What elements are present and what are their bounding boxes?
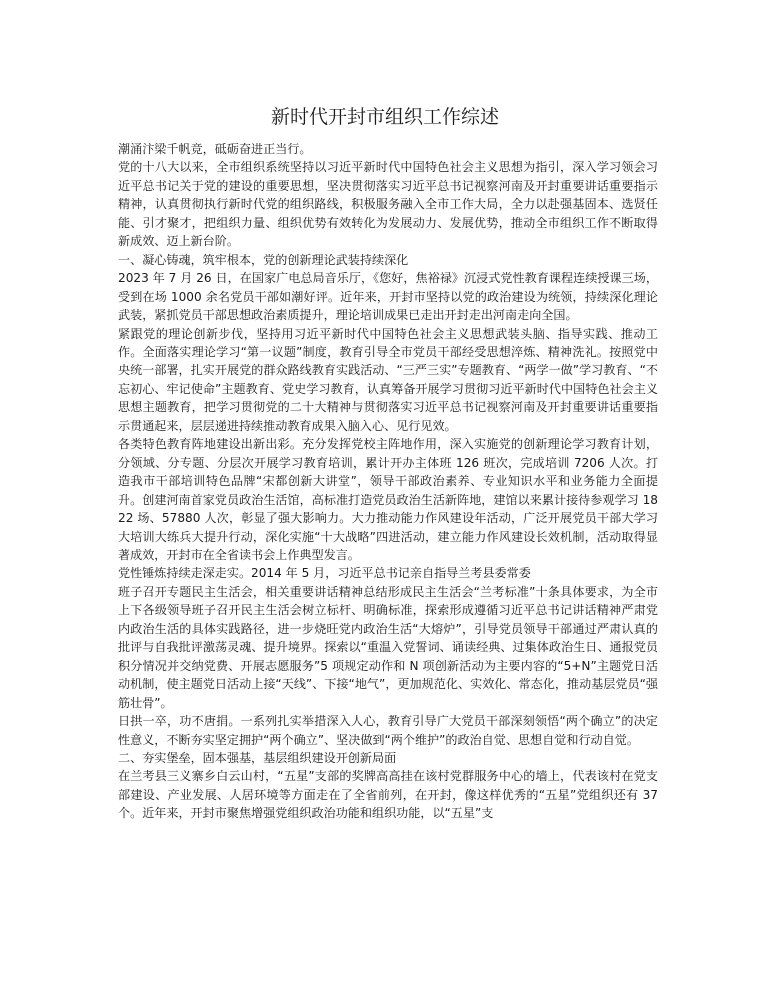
paragraph: 紧跟党的理论创新步伐，坚持用习近平新时代中国特色社会主义思想武装头脑、指导实践、推动工作。全面落实理论学习“第一议题”制度，教育引导全市党员干部经受思想淬炼、精神洗礼。按照党中央统一部署，扎实开展党的群众路线教育实践活动、“三严三实”专题教育、“两学一做”学习教育、“不忘初心、牢记使命”主题教育、党史学习教育，认真筹备开展学习贯彻习近平新时代中国特色社会主义思想主题教育，把学习贯彻党的二十大精神与贯彻落实习近平总书记视察河南及开封重要讲话重要指示贯通起来，层层递进持续推动教育成果入脑入心、见行见效。 [118, 326, 658, 433]
paragraph: 在兰考县三义寨乡白云山村，“五星”支部的奖牌高高挂在该村党群服务中心的墙上，代表该村在党支部建设、产业发展、人居环境等方面走在了全省前列，在开封，像这样优秀的“五星”党组织还有 37 个。近年来，开封市聚焦增强党组织政治功能和组织功能，以“五星”支 [118, 769, 658, 821]
paragraph-intro: 党的十八大以来，全市组织系统坚持以习近平新时代中国特色社会主义思想为指引，深入学习领会习近平总书记关于党的建设的重要思想，坚决贯彻落实习近平总书记视察河南及开封重要讲话重要指示精神，认真贯彻执行新时代党的组织路线，积极服务融入全市工作大局，全力以赴强基固本、选贤任能、引才聚才，把组织力量、组织优势有效转化为发展动力、发展优势，推动全市组织工作不断取得新成效、迈上新台阶。 [118, 160, 658, 249]
paragraph: 各类特色教育阵地建设出新出彩。充分发挥党校主阵地作用，深入实施党的创新理论学习教育计划，分领域、分专题、分层次开展学习教育培训，累计开办主体班 126 班次，完成培训 7206 人次。打造我市干部培训特色品牌“宋都创新大讲堂”，领导干部政治素养、专业知识水平和业务能力全面提升。创建河南首家党员政治生活馆，高标准打造党员政治生活新阵地，建馆以来累计接待参观学习 1822 场、57880 人次，彰显了强大影响力。大力推动能力作风建设年活动，广泛开展党员干部大学习大培训大练兵大提升行动，深化实施“十大战略”四进活动，建立能力作风建设长效机制，活动取得显著成效，开封市在全省读书会上作典型发言。 [118, 437, 658, 562]
document-title: 新时代开封市组织工作综述 [270, 106, 499, 128]
paragraph: 日拱一卒，功不唐捐。一系列扎实举措深入人心，教育引导广大党员干部深刻领悟“两个确立”的决定性意义，不断夯实坚定拥护“两个确立”、坚决做到“两个维护”的政治自觉、思想自觉和行动自觉。 [118, 714, 658, 747]
section-heading-2: 二、夯实堡垒，固本强基，基层组织建设开创新局面 [118, 750, 397, 765]
document-body [118, 140, 658, 823]
paragraph: 2023 年 7 月 26 日，在国家广电总局音乐厅，《您好，焦裕禄》沉浸式党性教育课程连续授课三场，受到在场 1000 余名党员干部如潮好评。近年来，开封市坚持以党的政治建设为统领，持续深化理论武装，紧抓党员干部思想政治素质提升，理论培训成果已走出开封走出河南走向全国。 [118, 271, 658, 323]
paragraph: 党性锤炼持续走深走实。2014 年 5 月，习近平总书记亲自指导兰考县委常委 [118, 566, 531, 581]
section-heading-1: 一、凝心铸魂，筑牢根本，党的创新理论武装持续深化 [118, 252, 409, 267]
paragraph-opening: 潮涌汴梁千帆竞，砥砺奋进正当行。 [118, 142, 312, 156]
paragraph: 班子召开专题民主生活会，相关重要讲话精神总结形成民主生活会“兰考标准”十条具体要求，为全市上下各级领导班子召开民主生活会树立标杆、明确标准，探索形成遵循习近平总书记讲话精神严肃党内政治生活的具体实践路径，进一步烧旺党内政治生活“大熔炉”，引导党员领导干部通过严肃认真的批评与自我批评激荡灵魂、提升境界。探索以“重温入党誓词、诵读经典、过集体政治生日、通报党员积分情况并交纳党费、开展志愿服务”5 项规定动作和 N 项创新活动为主要内容的“5+N”主题党日活动机制，使主题党日活动上接“天线”、下接“地气”，更加规范化、实效化、常态化，推动基层党员“强筋壮骨”。 [118, 584, 659, 710]
